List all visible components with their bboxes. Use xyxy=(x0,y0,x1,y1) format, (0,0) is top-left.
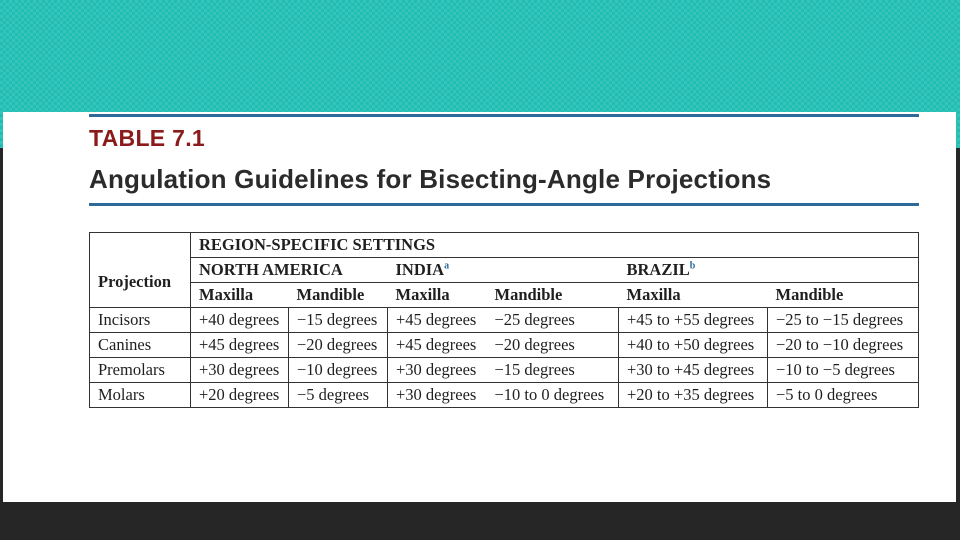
table-cell: −10 degrees xyxy=(289,358,388,383)
table-cell: −10 to 0 degrees xyxy=(487,383,619,408)
sub-header: Mandible xyxy=(289,283,388,308)
table-cell: −20 degrees xyxy=(289,333,388,358)
sub-header: Maxilla xyxy=(191,283,289,308)
table-cell: +45 degrees xyxy=(388,333,487,358)
table-image xyxy=(3,112,956,502)
table-cell: −20 to −10 degrees xyxy=(768,333,919,358)
table-cell: +30 to +45 degrees xyxy=(619,358,768,383)
table-cell: +40 degrees xyxy=(191,308,289,333)
table-cell: +45 to +55 degrees xyxy=(619,308,768,333)
top-rule xyxy=(89,114,919,117)
table-cell: +40 to +50 degrees xyxy=(619,333,768,358)
table-cell: +30 degrees xyxy=(388,358,487,383)
table-row xyxy=(90,383,919,408)
region-group-header: REGION-SPECIFIC SETTINGS xyxy=(191,233,919,258)
row-label: Incisors xyxy=(90,308,191,333)
table-cell: +30 degrees xyxy=(388,383,487,408)
region-header-north-america xyxy=(191,258,388,283)
angulation-table xyxy=(89,232,919,408)
table-cell: −20 degrees xyxy=(487,333,619,358)
table-cell: −10 to −5 degrees xyxy=(768,358,919,383)
region-header-india xyxy=(388,258,619,283)
table-cell: −5 degrees xyxy=(289,383,388,408)
table-cell: −15 degrees xyxy=(289,308,388,333)
region-name: BRAZIL xyxy=(626,260,690,279)
bottom-decorative-band xyxy=(0,502,960,540)
row-label: Molars xyxy=(90,383,191,408)
sub-header: Mandible xyxy=(487,283,619,308)
sub-header: Mandible xyxy=(768,283,919,308)
sub-header: Maxilla xyxy=(388,283,487,308)
table-cell: −25 degrees xyxy=(487,308,619,333)
table-row xyxy=(90,308,919,333)
region-name: INDIA xyxy=(395,260,445,279)
footnote-marker: b xyxy=(689,260,696,272)
jaw-header-row xyxy=(90,283,919,308)
footnote-marker: a xyxy=(444,260,450,272)
table-title: Angulation Guidelines for Bisecting-Angle Projections xyxy=(89,164,772,194)
table-cell: +30 degrees xyxy=(191,358,289,383)
region-header-brazil xyxy=(619,258,919,283)
row-label: Canines xyxy=(90,333,191,358)
row-label: Premolars xyxy=(90,358,191,383)
table-number: TABLE 7.1 xyxy=(89,125,206,151)
region-header-row xyxy=(90,258,919,283)
table-row xyxy=(90,358,919,383)
table-cell: +20 degrees xyxy=(191,383,289,408)
table-cell: −5 to 0 degrees xyxy=(768,383,919,408)
table-cell: +20 to +35 degrees xyxy=(619,383,768,408)
region-name: NORTH AMERICA xyxy=(199,260,343,279)
group-header-row xyxy=(90,233,919,258)
blank-cell xyxy=(90,233,191,258)
table-cell: −25 to −15 degrees xyxy=(768,308,919,333)
table-cell: −15 degrees xyxy=(487,358,619,383)
table-cell: +45 degrees xyxy=(191,333,289,358)
projection-header: Projection xyxy=(98,272,172,292)
title-rule xyxy=(89,203,919,206)
table-row xyxy=(90,333,919,358)
table-cell: +45 degrees xyxy=(388,308,487,333)
sub-header: Maxilla xyxy=(619,283,768,308)
